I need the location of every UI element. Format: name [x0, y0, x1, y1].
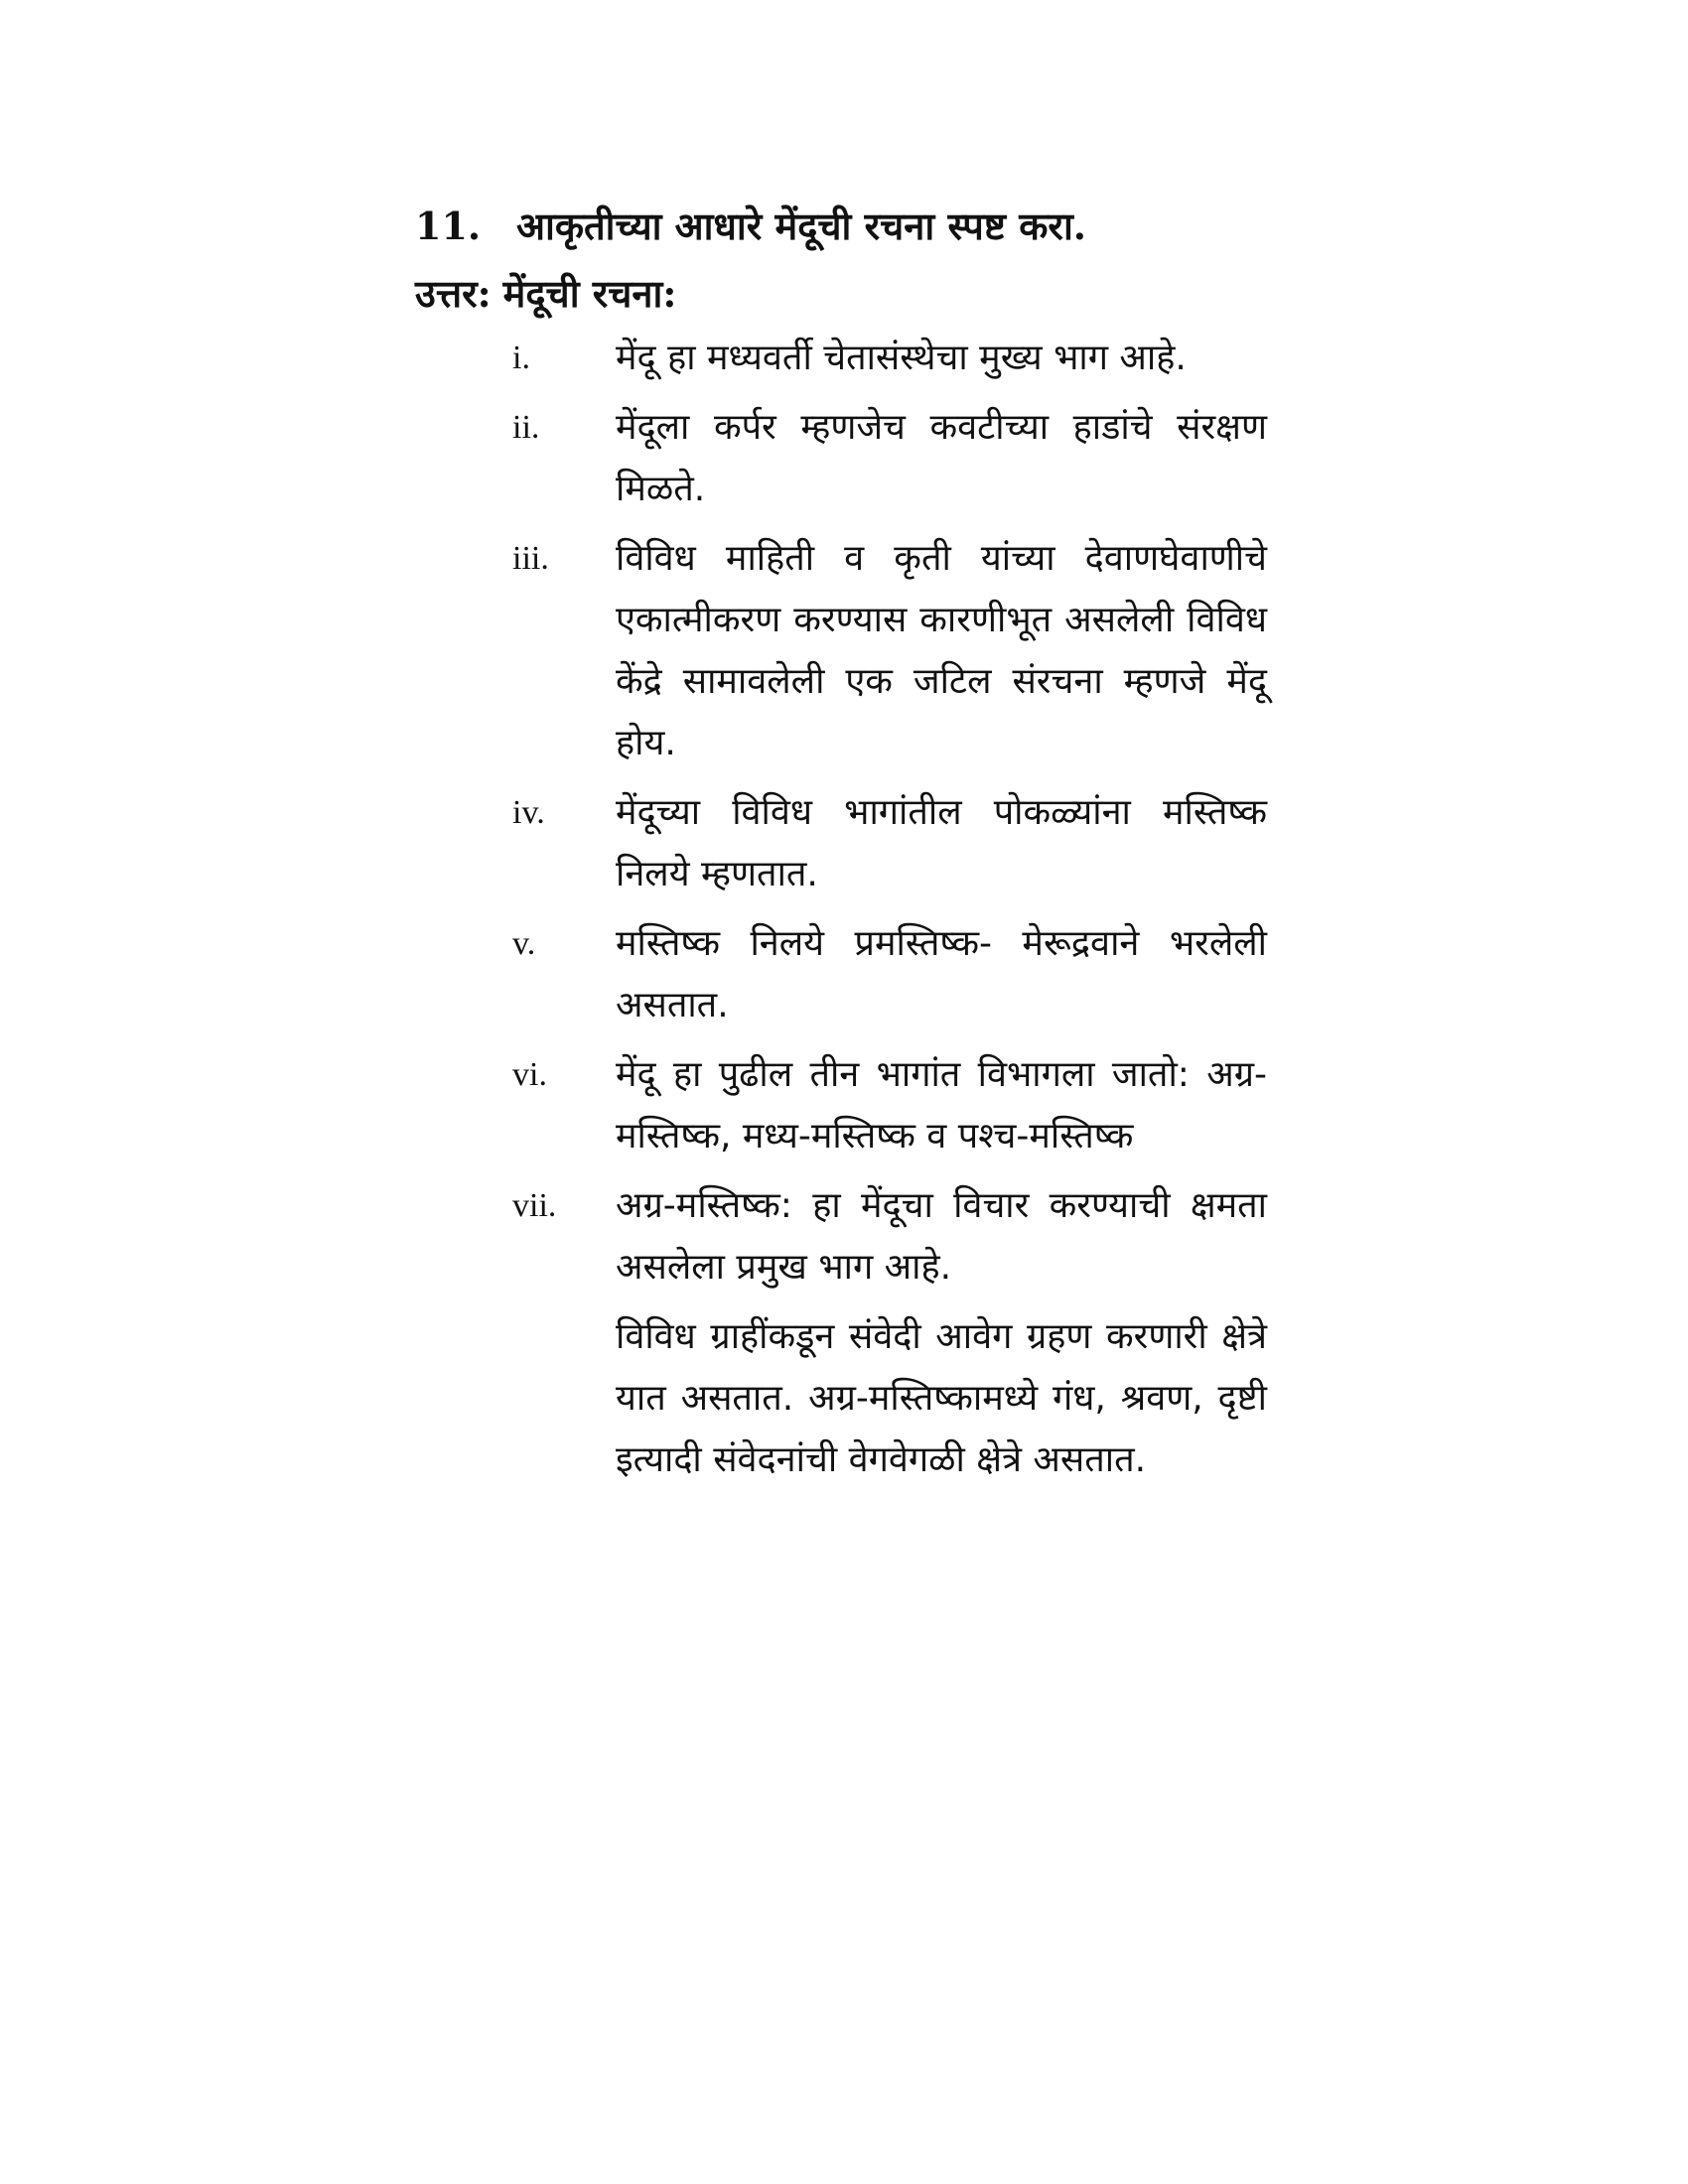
list-item-number: i.	[512, 340, 530, 376]
list-item	[512, 1175, 1267, 1298]
list-item-number: v.	[512, 925, 536, 962]
list-item-number: vi.	[512, 1056, 547, 1093]
question	[415, 199, 1289, 254]
list-item-text: मस्तिष्क निलये प्रमस्तिष्क- मेरूद्रवाने भरलेली असतात.	[616, 923, 1267, 1025]
list-item	[512, 1044, 1267, 1167]
list-item-number: ii.	[512, 409, 540, 446]
question-number: 11.	[415, 204, 482, 248]
question-text: आकृतीच्या आधारे मेंदूची रचना स्पष्ट करा.	[516, 204, 1087, 248]
list-item-text: अग्र-मस्तिष्क: हा मेंदूचा विचार करण्याची क्षमता असलेला प्रमुख भाग आहे.	[616, 1185, 1267, 1288]
answer-heading	[415, 266, 676, 322]
list-item-number: iii.	[512, 540, 549, 577]
list-item-number: vii.	[512, 1187, 557, 1224]
list-item-text: मेंदूच्या विविध भागांतील पोकळ्यांना मस्तिष्क निलये म्हणतात.	[616, 792, 1267, 894]
answer-list	[512, 328, 1267, 1491]
list-item	[512, 397, 1267, 520]
list-item	[512, 782, 1267, 905]
list-item	[512, 528, 1267, 774]
list-item-text: मेंदू हा मध्यवर्ती चेतासंस्थेचा मुख्य भाग आहे.	[616, 338, 1187, 378]
answer-label: उत्तर:	[415, 271, 492, 316]
list-item-continuation: विविध ग्राहींकडून संवेदी आवेग ग्रहण करणारी क्षेत्रे यात असतात. अग्र-मस्तिष्कामध्ये गंध, श्रवण, दृष्टी इत्यादी संवेदनांची वेगवेगळी क्षेत्रे असतात.	[616, 1316, 1267, 1480]
list-item	[512, 328, 1267, 389]
list-item-number: iv.	[512, 794, 545, 831]
list-item-text: मेंदू हा पुढील तीन भागांत विभागला जातो: अग्र-मस्तिष्क, मध्य-मस्तिष्क व पश्च-मस्तिष्क	[616, 1054, 1267, 1157]
list-item	[512, 913, 1267, 1036]
answer-title: मेंदूची रचना:	[502, 271, 677, 316]
list-item-text: मेंदूला कर्पर म्हणजेच कवटीच्या हाडांचे संरक्षण मिळते.	[616, 407, 1267, 509]
list-item-text: विविध माहिती व कृती यांच्या देवाणघेवाणीचे एकात्मीकरण करण्यास कारणीभूत असलेली विविध केंद्रे सामावलेली एक जटिल संरचना म्हणजे मेंदू होय.	[616, 538, 1267, 763]
